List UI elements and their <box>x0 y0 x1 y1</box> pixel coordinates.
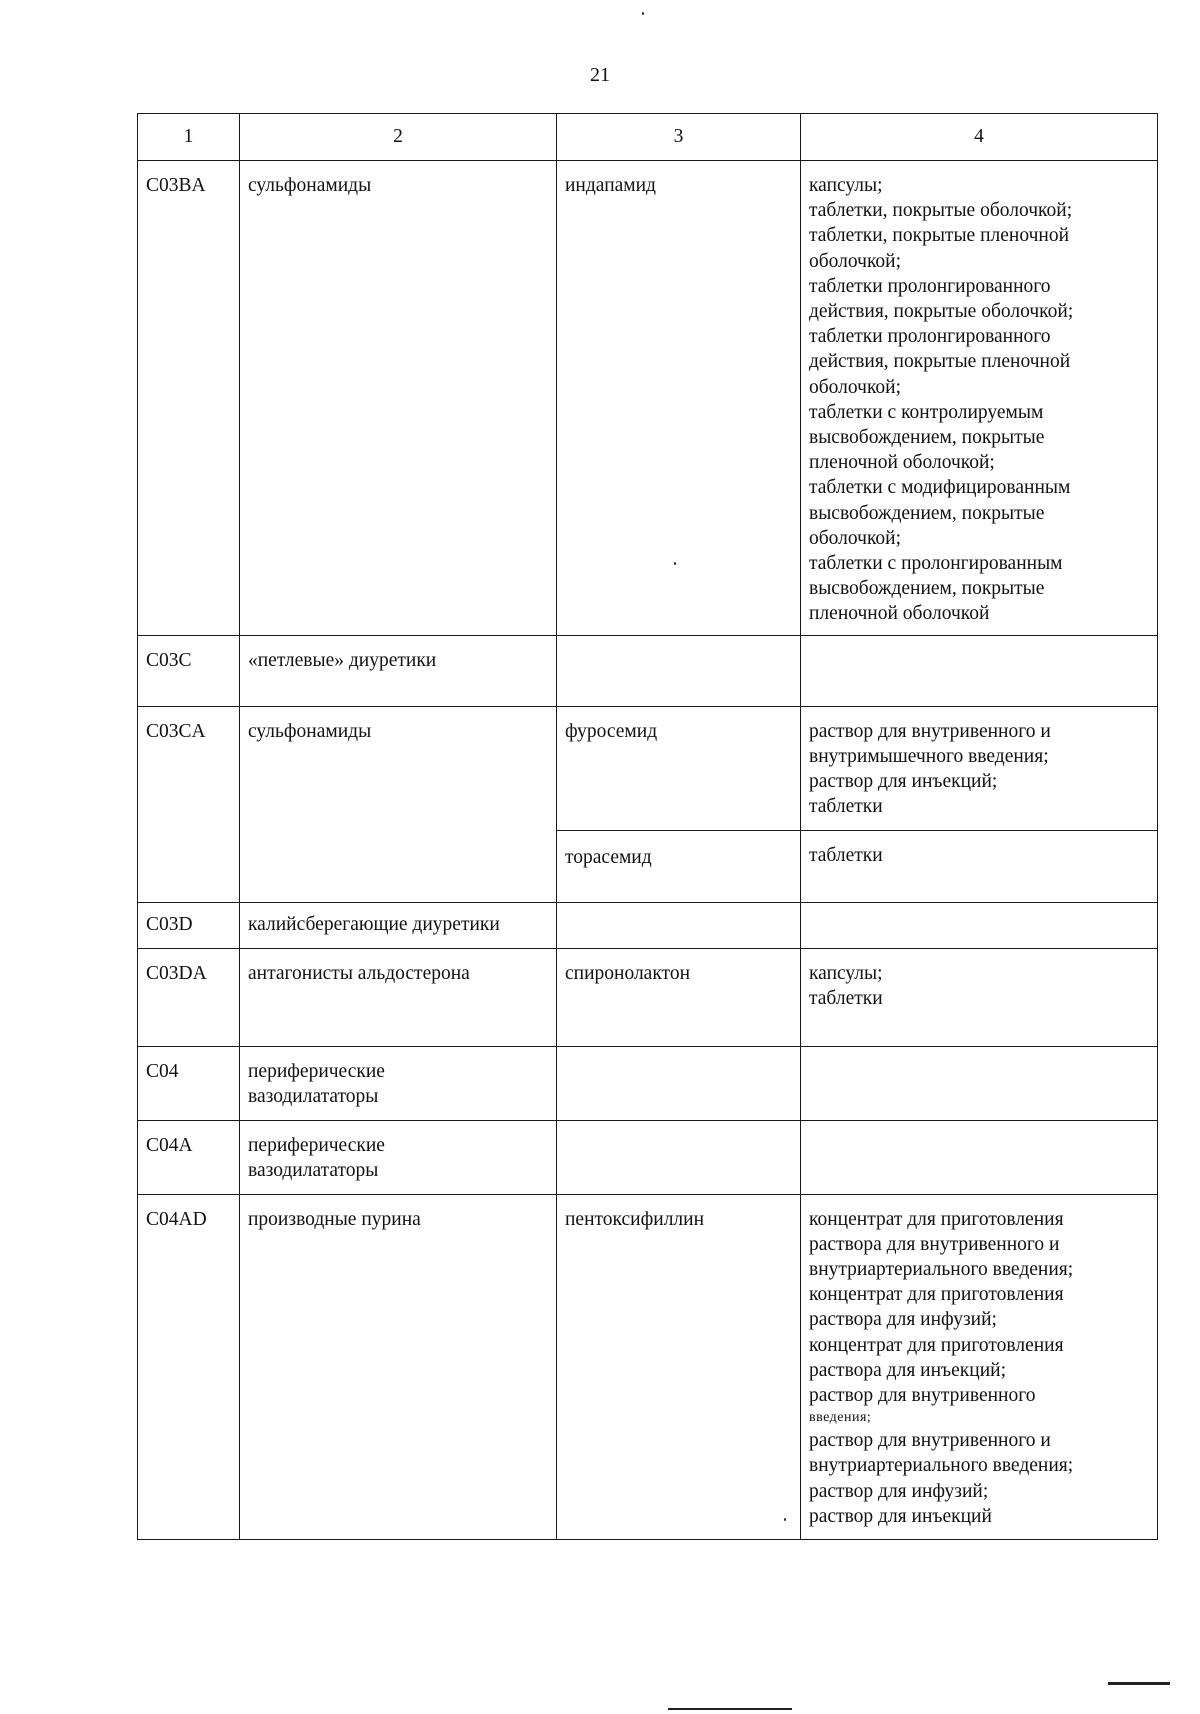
atc-code: C03BA <box>138 161 240 636</box>
form-line: концентрат для приготовления <box>809 1208 1064 1230</box>
header-col-4: 4 <box>801 114 1158 161</box>
form-line: таблетки пролонгированного <box>809 326 1051 348</box>
form-line: таблетки <box>809 844 883 866</box>
dosage-forms <box>801 948 1158 1046</box>
scan-rule <box>668 1708 792 1710</box>
drug-name-empty <box>557 635 801 706</box>
drug-name: спиронолактон <box>557 948 801 1046</box>
dosage-forms-empty <box>801 635 1158 706</box>
group-line: периферические <box>248 1134 385 1156</box>
form-line: пленочной оболочкой <box>809 603 990 625</box>
table-header-row <box>138 114 1158 161</box>
form-line: раствора для внутривенного и <box>809 1233 1060 1255</box>
header-col-1: 1 <box>138 114 240 161</box>
dosage-forms-empty <box>801 1120 1158 1194</box>
scan-rule <box>1108 1682 1170 1685</box>
drug-name: индапамид <box>557 161 801 636</box>
atc-code: C03C <box>138 635 240 706</box>
dosage-forms <box>801 1194 1158 1539</box>
form-line: высвобождением, покрытые <box>809 578 1045 600</box>
form-line: внутримышечного введения; <box>809 745 1049 767</box>
header-col-3: 3 <box>557 114 801 161</box>
form-line: высвобождением, покрытые <box>809 427 1045 449</box>
scan-speck <box>674 562 676 565</box>
form-line: введения; <box>809 1410 872 1426</box>
form-line: таблетки <box>809 987 883 1009</box>
table-row <box>138 706 1158 830</box>
atc-code: C03DA <box>138 948 240 1046</box>
table-row <box>138 1120 1158 1194</box>
table-row <box>138 1046 1158 1120</box>
atc-code: C04A <box>138 1120 240 1194</box>
atc-code: C04 <box>138 1046 240 1120</box>
group-name <box>240 1046 557 1120</box>
atc-code: C03D <box>138 902 240 948</box>
scan-speck <box>642 12 644 15</box>
page-number: 21 <box>590 64 610 86</box>
form-line: раствор для внутривенного и <box>809 1430 1051 1452</box>
drug-name-empty <box>557 1120 801 1194</box>
form-line: пленочной оболочкой; <box>809 452 995 474</box>
form-line: раствор для инфузий; <box>809 1480 989 1502</box>
form-line: оболочкой; <box>809 376 902 398</box>
dosage-forms-empty <box>801 1046 1158 1120</box>
drug-name-empty <box>557 1046 801 1120</box>
table-row <box>138 1194 1158 1539</box>
form-line: раствор для инъекций; <box>809 771 998 793</box>
group-name: «петлевые» диуретики <box>240 635 557 706</box>
dosage-forms <box>801 161 1158 636</box>
form-line: высвобождением, покрытые <box>809 502 1045 524</box>
group-name <box>240 1120 557 1194</box>
form-line: оболочкой; <box>809 527 902 549</box>
dosage-forms <box>801 706 1158 830</box>
dosage-forms <box>801 830 1158 902</box>
form-line: таблетки с модифицированным <box>809 477 1071 499</box>
drug-name: фуросемид <box>557 706 801 830</box>
group-line: вазодилататоры <box>248 1159 379 1181</box>
form-line: капсулы; <box>809 175 883 196</box>
form-line: оболочкой; <box>809 250 902 272</box>
drug-name: торасемид <box>557 830 801 902</box>
form-line: раствора для инъекций; <box>809 1359 1006 1381</box>
form-line: действия, покрытые оболочкой; <box>809 301 1074 323</box>
group-name: антагонисты альдостерона <box>240 948 557 1046</box>
form-line: действия, покрытые пленочной <box>809 351 1071 373</box>
drug-name-empty <box>557 902 801 948</box>
header-col-2: 2 <box>240 114 557 161</box>
table-row <box>138 902 1158 948</box>
scan-speck <box>784 1518 786 1521</box>
atc-code: C04AD <box>138 1194 240 1539</box>
form-line: внутриартериального введения; <box>809 1259 1074 1281</box>
drug-list-table <box>137 113 1158 1540</box>
form-line: таблетки с пролонгированным <box>809 553 1063 575</box>
group-name: производные пурина <box>240 1194 557 1539</box>
group-name: сульфонамиды <box>240 161 557 636</box>
group-line: вазодилататоры <box>248 1085 379 1107</box>
form-line: таблетки, покрытые оболочкой; <box>809 200 1073 222</box>
table-row <box>138 635 1158 706</box>
form-line: таблетки, покрытые пленочной <box>809 225 1070 247</box>
table-row <box>138 948 1158 1046</box>
atc-code: C03CA <box>138 706 240 902</box>
group-line: периферические <box>248 1060 385 1082</box>
form-line: капсулы; <box>809 962 883 984</box>
form-line: концентрат для приготовления <box>809 1284 1064 1306</box>
form-line: внутриартериального введения; <box>809 1455 1074 1477</box>
group-name: калийсберегающие диуретики <box>240 902 557 948</box>
table-row <box>138 161 1158 636</box>
form-line: раствор для внутривенного <box>809 1385 1036 1407</box>
group-name: сульфонамиды <box>240 706 557 902</box>
form-line: раствора для инфузий; <box>809 1309 997 1331</box>
form-line: таблетки пролонгированного <box>809 275 1051 297</box>
drug-name: пентоксифиллин <box>557 1194 801 1539</box>
form-line: таблетки <box>809 796 883 818</box>
form-line: таблетки с контролируемым <box>809 401 1044 423</box>
dosage-forms-empty <box>801 902 1158 948</box>
form-line: раствор для внутривенного и <box>809 720 1051 742</box>
form-line: концентрат для приготовления <box>809 1334 1064 1356</box>
form-line: раствор для инъекций <box>809 1505 992 1527</box>
